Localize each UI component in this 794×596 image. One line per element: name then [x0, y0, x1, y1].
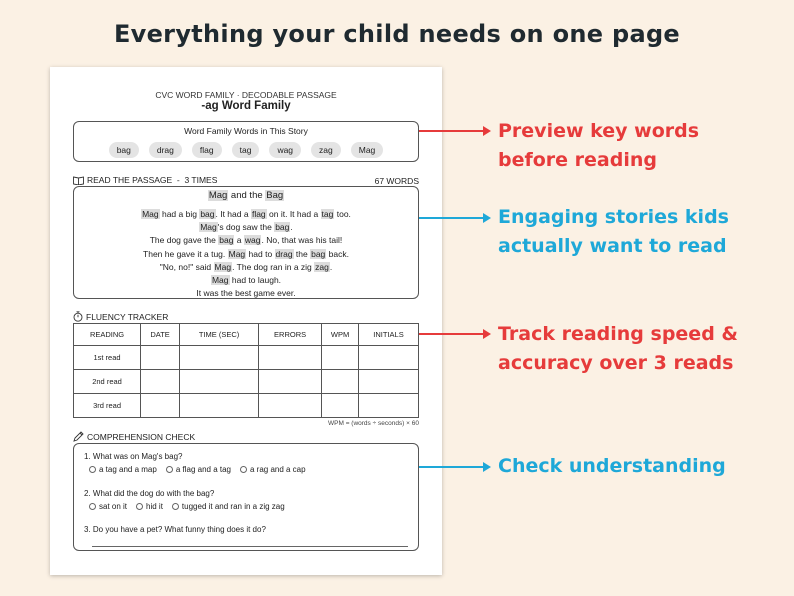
- answer-option-label: sat on it: [99, 502, 128, 511]
- callout-text: [498, 452, 726, 481]
- answer-option[interactable]: [166, 465, 231, 474]
- radio-circle-icon[interactable]: [136, 503, 143, 510]
- highlighted-word: bag: [219, 235, 234, 246]
- word-family-box: [73, 121, 419, 162]
- word-chip: zag: [311, 142, 341, 158]
- radio-circle-icon[interactable]: [166, 466, 173, 473]
- answer-option[interactable]: [89, 502, 127, 511]
- word-count: 67 WORDS: [374, 176, 419, 186]
- passage-text-run: .: [290, 222, 293, 233]
- fluency-entry-cell[interactable]: [141, 346, 180, 370]
- highlighted-word: drag: [275, 248, 293, 259]
- passage-text-run: back.: [326, 248, 349, 259]
- fluency-column-header: READING: [74, 324, 141, 346]
- callout-line: accuracy over 3 reads: [498, 352, 734, 374]
- highlighted-word: Mag: [214, 261, 232, 272]
- passage-text-run: the: [293, 248, 311, 259]
- highlighted-word: bag: [275, 222, 290, 233]
- passage-text-run: a: [234, 235, 244, 246]
- callout-line: Preview key words: [498, 120, 700, 142]
- fluency-column-header: TIME (SEC): [180, 324, 259, 346]
- answer-option-label: a flag and a tag: [175, 465, 231, 474]
- passage-text-run: . It had a: [215, 209, 251, 219]
- fluency-entry-cell[interactable]: [259, 394, 322, 418]
- highlighted-word: bag: [200, 209, 215, 219]
- passage-line: [74, 274, 418, 287]
- comprehension-label-text: COMPREHENSION CHECK: [87, 431, 196, 442]
- passage-line: [74, 221, 418, 234]
- stopwatch-icon: [73, 311, 83, 322]
- worksheet-subtitle: CVC WORD FAMILY · DECODABLE PASSAGE: [155, 90, 337, 100]
- fluency-row: [74, 394, 419, 418]
- answer-options: [89, 465, 306, 474]
- fluency-table-body: [74, 346, 419, 418]
- word-chip: wag: [269, 142, 301, 158]
- worksheet-page: [50, 67, 442, 575]
- highlighted-word: Mag: [211, 275, 229, 286]
- answer-line[interactable]: [92, 546, 408, 547]
- word-chip: tag: [232, 142, 260, 158]
- arrow-right-icon: [419, 466, 489, 468]
- answer-option[interactable]: [172, 502, 285, 511]
- pencil-icon: [73, 431, 84, 442]
- callout-line: before reading: [498, 149, 657, 171]
- worksheet-title: -ag Word Family: [201, 100, 291, 112]
- passage-text-run: on it. It had a: [266, 209, 321, 219]
- answer-options: [89, 502, 285, 511]
- passage-text-run: had to: [246, 248, 275, 259]
- fluency-entry-cell[interactable]: [259, 346, 322, 370]
- callout-text: [498, 203, 729, 261]
- fluency-entry-cell[interactable]: [180, 370, 259, 394]
- callout-text: [498, 320, 738, 378]
- fluency-entry-cell[interactable]: [180, 394, 259, 418]
- fluency-row: [74, 346, 419, 370]
- fluency-row-label: 3rd read: [74, 394, 141, 418]
- comprehension-box: [73, 443, 419, 551]
- passage-text-run: too.: [334, 209, 351, 219]
- highlighted-word: Mag: [200, 222, 217, 233]
- word-chip: bag: [109, 142, 139, 158]
- passage-text-run: The dog gave the: [149, 235, 219, 246]
- radio-circle-icon[interactable]: [172, 503, 179, 510]
- fluency-table-header: [74, 324, 419, 346]
- page-headline: Everything your child needs on one page: [113, 20, 681, 48]
- fluency-table: [73, 323, 419, 418]
- fluency-column-header: WPM: [322, 324, 359, 346]
- answer-option-label: tugged it and ran in a zig zag: [181, 502, 285, 511]
- highlighted-word: Bag: [266, 190, 284, 201]
- highlighted-word: bag: [311, 248, 326, 259]
- wpm-formula-note: WPM = (words ÷ seconds) × 60: [328, 420, 419, 427]
- answer-option[interactable]: [240, 465, 306, 474]
- fluency-row: [74, 370, 419, 394]
- passage-line: [74, 261, 418, 274]
- book-icon: [73, 176, 84, 185]
- answer-option[interactable]: [136, 502, 163, 511]
- answer-option-label: hid it: [146, 502, 163, 511]
- fluency-entry-cell[interactable]: [359, 370, 419, 394]
- answer-option[interactable]: [89, 465, 157, 474]
- question-text: 2. What did the dog do with the bag?: [84, 489, 215, 498]
- highlighted-word: Mag: [208, 190, 228, 201]
- passage-text-run: It was the best game ever.: [196, 288, 296, 299]
- word-chip-list: [74, 142, 418, 158]
- word-family-title: Word Family Words in This Story: [184, 126, 308, 136]
- fluency-entry-cell[interactable]: [322, 394, 359, 418]
- passage-text-run: .: [329, 261, 333, 272]
- radio-circle-icon[interactable]: [89, 503, 96, 510]
- fluency-entry-cell[interactable]: [141, 394, 180, 418]
- read-passage-label: [73, 175, 217, 185]
- passage-text-run: "No, no!" said: [159, 261, 214, 272]
- passage-text-run: Then he gave it a tug.: [143, 248, 228, 259]
- passage-text-run: had a big: [159, 209, 200, 219]
- read-passage-label-text: READ THE PASSAGE - 3 TIMES: [87, 175, 218, 185]
- callout-line: Engaging stories kids: [498, 206, 729, 228]
- answer-option-label: a tag and a map: [99, 465, 157, 474]
- word-chip: Mag: [351, 142, 384, 158]
- passage-line: [74, 287, 418, 300]
- fluency-row-label: 1st read: [74, 346, 141, 370]
- highlighted-word: Mag: [142, 209, 159, 219]
- passage-line: [74, 248, 418, 261]
- fluency-entry-cell[interactable]: [259, 370, 322, 394]
- callout-line: Track reading speed &: [498, 323, 738, 345]
- radio-circle-icon[interactable]: [89, 466, 96, 473]
- arrow-right-icon: [419, 217, 489, 219]
- word-chip: flag: [192, 142, 222, 158]
- passage-title: [74, 190, 418, 201]
- fluency-entry-cell[interactable]: [322, 346, 359, 370]
- highlighted-word: flag: [251, 209, 266, 219]
- radio-circle-icon[interactable]: [240, 466, 247, 473]
- fluency-tracker-label: [73, 311, 168, 322]
- callout-line: actually want to read: [498, 235, 727, 257]
- passage-box: [73, 186, 419, 299]
- answer-option-label: a rag and a cap: [249, 465, 306, 474]
- fluency-row-label: 2nd read: [74, 370, 141, 394]
- passage-text-run: and the: [228, 190, 266, 201]
- comprehension-label: [73, 431, 195, 442]
- arrow-right-icon: [419, 130, 489, 132]
- passage-line: [74, 208, 418, 221]
- highlighted-word: zag: [315, 261, 329, 272]
- fluency-entry-cell[interactable]: [180, 346, 259, 370]
- arrow-right-icon: [419, 333, 489, 335]
- fluency-entry-cell[interactable]: [359, 346, 419, 370]
- fluency-entry-cell[interactable]: [359, 394, 419, 418]
- callout-text: [498, 117, 699, 175]
- highlighted-word: Mag: [228, 248, 246, 259]
- question-text: 1. What was on Mag's bag?: [84, 452, 183, 461]
- passage-text-run: 's dog saw the: [217, 222, 275, 233]
- fluency-entry-cell[interactable]: [322, 370, 359, 394]
- fluency-entry-cell[interactable]: [141, 370, 180, 394]
- passage-text-run: . The dog ran in a zig: [232, 261, 315, 272]
- word-chip: drag: [149, 142, 182, 158]
- passage-line: [74, 234, 418, 247]
- fluency-tracker-label-text: FLUENCY TRACKER: [86, 311, 169, 322]
- callout-line: Check understanding: [498, 455, 726, 477]
- highlighted-word: tag: [321, 209, 334, 219]
- question-text: 3. Do you have a pet? What funny thing does it do?: [84, 525, 266, 534]
- fluency-column-header: ERRORS: [259, 324, 322, 346]
- fluency-column-header: DATE: [141, 324, 180, 346]
- passage-text-run: had to laugh.: [229, 275, 282, 286]
- passage-text: [74, 208, 418, 300]
- passage-text-run: . No, that was his tail!: [261, 235, 343, 246]
- fluency-column-header: INITIALS: [359, 324, 419, 346]
- highlighted-word: wag: [244, 235, 261, 246]
